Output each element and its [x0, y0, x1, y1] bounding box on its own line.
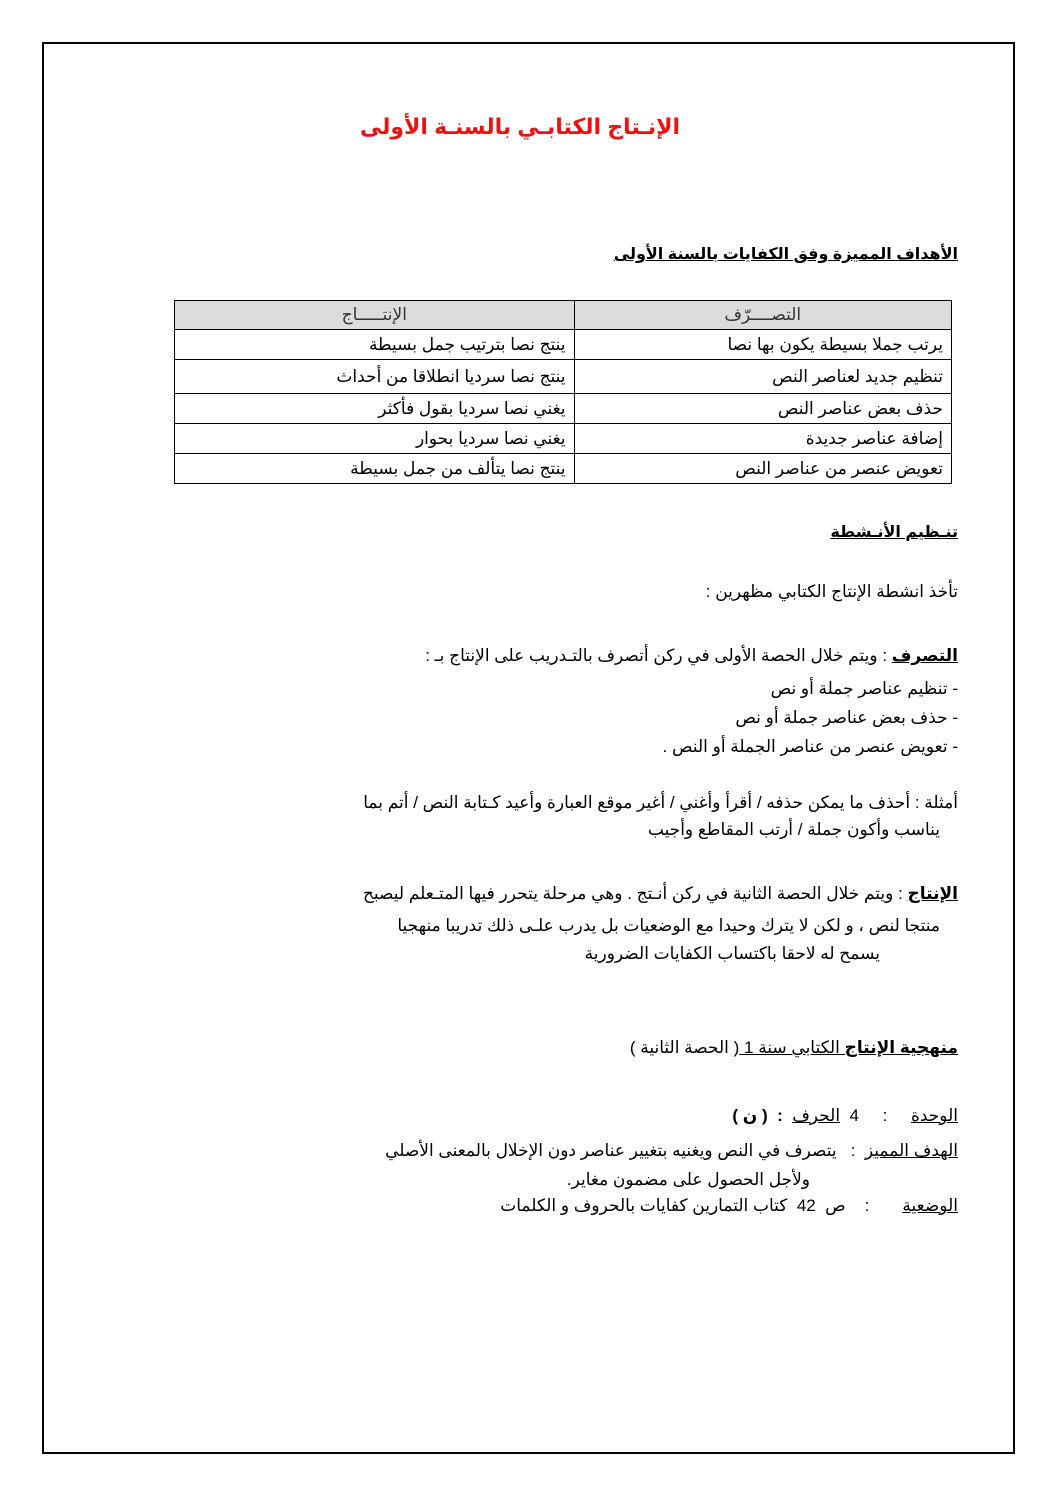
table-cell: تنظيم جديد لعناصر النص: [574, 360, 951, 394]
examples-line-2: يناسب وأكون جملة / أرتب المقاطع وأجيب: [647, 820, 940, 839]
competencies-table: [174, 300, 952, 484]
production-paragraph: [363, 884, 958, 904]
production-line-1: : ويتم خلال الحصة الثانية في ركن أنـتج . وهي مرحلة يتحرر فيها المتـعلم ليصبح: [362, 884, 908, 903]
situation-text: : ص 42 كتاب التمارين كفايات بالحروف و الكلمات: [500, 1196, 903, 1215]
table-cell: إضافة عناصر جديدة: [574, 424, 951, 454]
table-row: [175, 454, 952, 484]
table-row: [175, 394, 952, 424]
disposal-paragraph: [425, 646, 958, 666]
unit-value: : 4: [840, 1106, 911, 1125]
list-item: - حذف بعض عناصر جملة أو نص: [735, 708, 958, 727]
goal-line-1: [385, 1141, 958, 1161]
methodology-heading: [630, 1038, 958, 1058]
table-cell: حذف بعض عناصر النص: [574, 394, 951, 424]
table-cell: يغني نصا سرديا بحوار: [175, 424, 575, 454]
unit-label: الوحدة: [910, 1106, 958, 1125]
production-label: الإنتاج: [907, 884, 958, 903]
table-header-row: [175, 301, 952, 330]
disposal-label: التصرف: [891, 646, 958, 665]
table-row: [175, 424, 952, 454]
table-cell: يغني نصا سرديا بقول فأكثر: [175, 394, 575, 424]
goal-label: الهدف المميز: [864, 1141, 958, 1160]
production-line-2: منتجا لنص ، و لكن لا يترك وحيدا مع الوضعيات بل يدرب علـى ذلك تدريبا منهجيا: [397, 916, 940, 935]
methodology-suffix: ( الحصة الثانية ): [629, 1038, 740, 1057]
table-row: [175, 330, 952, 360]
table-cell: تعويض عنصر من عناصر النص: [574, 454, 951, 484]
objectives-heading: الأهداف المميزة وفق الكفايات بالسنة الأولى: [613, 246, 958, 263]
table-cell: ينتج نصا سرديا انطلاقا من أحداث: [175, 360, 575, 394]
column-header-disposal: التصــــرّف: [574, 301, 951, 330]
list-item: - تعويض عنصر من عناصر الجملة أو النص .: [662, 737, 958, 756]
table-cell: ينتج نصا بترتيب جمل بسيطة: [175, 330, 575, 360]
letter-label: الحرف: [792, 1106, 841, 1125]
methodology-label: منهجية الإنتاج: [844, 1038, 958, 1057]
document-title: الإنـتاج الكتابـي بالسنـة الأولى: [359, 114, 680, 139]
organization-heading: تنـظيم الأنـشطة: [830, 524, 958, 541]
production-line-3: يسمح له لاحقا باكتساب الكفايات الضرورية: [584, 944, 880, 963]
methodology-middle: الكتابي سنة 1: [739, 1038, 845, 1057]
unit-line: [732, 1106, 958, 1126]
list-item: - تنظيم عناصر جملة أو نص: [770, 679, 958, 698]
goal-line-2: ولأجل الحصول على مضمون مغاير.: [566, 1170, 810, 1189]
intro-text: تأخذ انشطة الإنتاج الكتابي مظهرين :: [705, 582, 958, 601]
letter-value: : ( ن ): [732, 1106, 793, 1125]
column-header-production: الإنتـــــاج: [175, 301, 575, 330]
examples-line-1: أمثلة : أحذف ما يمكن حذفه / أقرأ وأغني / أغير موقع العبارة وأعيد كـتابة النص / أتم بما: [363, 793, 958, 812]
goal-text: : يتصرف في النص ويغنيه بتغيير عناصر دون الإخلال بالمعنى الأصلي: [385, 1141, 865, 1160]
situation-line: [500, 1196, 958, 1216]
situation-label: الوضعية: [902, 1196, 958, 1215]
disposal-text: : ويتم خلال الحصة الأولى في ركن أتصرف بالتـدريب على الإنتاج بـ :: [425, 646, 892, 665]
table-cell: يرتب جملا بسيطة يكون بها نصا: [574, 330, 951, 360]
table-row: [175, 360, 952, 394]
table-cell: ينتج نصا يتألف من جمل بسيطة: [175, 454, 575, 484]
